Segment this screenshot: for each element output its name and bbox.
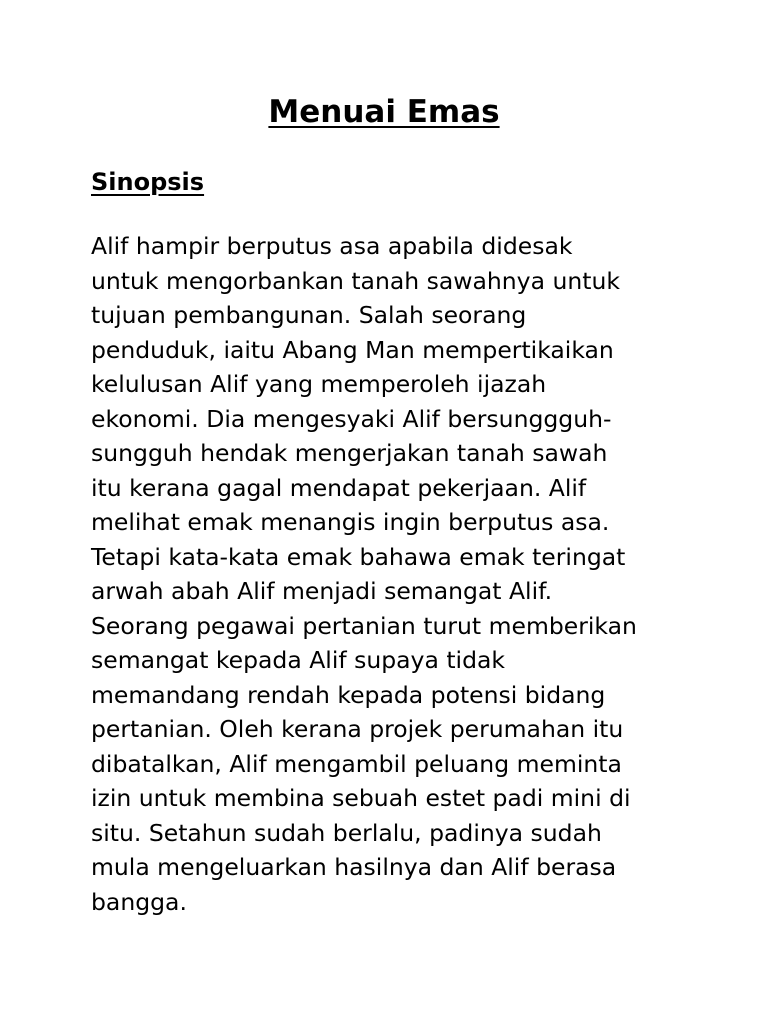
synopsis-paragraph: Alif hampir berputus asa apabila didesak untuk mengorbankan tanah sawahnya untuk tujuan pembangunan. Salah seorang penduduk, iaitu Abang Man mempertikaikan kelulusan Alif yang memperoleh ijazah ekonomi. Dia mengesyaki Alif bersunggguh- sungguh hendak mengerjakan tanah sawah itu kerana gagal mendapat pekerjaan. Alif melihat emak menangis ingin berputus asa. Tetapi kata-kata emak bahawa emak teringat arwah abah Alif menjadi semangat Alif. Seorang pegawai pertanian turut memberikan semangat kepada Alif supaya tidak memandang rendah kepada potensi bidang pertanian. Oleh kerana projek perumahan itu dibatalkan, Alif mengambil peluang meminta izin untuk membina sebuah estet padi mini di situ. Setahun sudah berlalu, padinya sudah mula mengeluarkan hasilnya dan Alif berasa bangga.	[91, 232, 637, 916]
synopsis-heading: Sinopsis	[91, 168, 205, 196]
document-title: Menuai Emas	[268, 94, 500, 130]
